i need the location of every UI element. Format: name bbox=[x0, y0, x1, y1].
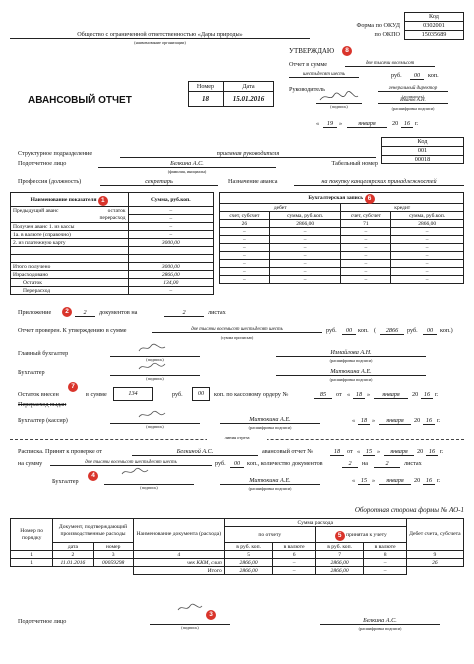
remainder-month: января bbox=[374, 391, 408, 399]
chief-sign-caption: (подпись) bbox=[146, 357, 164, 362]
receipt-rub: 00 bbox=[230, 460, 244, 468]
total-accepted-currency: – bbox=[364, 567, 406, 575]
col-header-indicator: Наименование показателя 1 bbox=[11, 193, 129, 207]
badge-8: 8 bbox=[342, 46, 352, 56]
table-row bbox=[11, 255, 214, 263]
col-header-report-rub: в руб. коп. bbox=[224, 543, 273, 551]
remainder-from-label: от bbox=[336, 391, 342, 398]
receipt-year: 16 bbox=[426, 448, 438, 456]
unit-value: приемная руководителя bbox=[120, 150, 376, 158]
table-row: – – – – bbox=[220, 260, 464, 268]
receipt-r-year-prefix: 20 bbox=[414, 477, 421, 484]
unit-label: Структурное подразделение bbox=[18, 150, 93, 157]
back-accountable-name: Белкина А.С. bbox=[320, 617, 440, 625]
remainder-order-label: коп. по кассовому ордеру № bbox=[214, 391, 289, 398]
approve-head-name: Иванов А.Н. bbox=[378, 98, 448, 104]
col-header-debit: Дебет счета, субсчета bbox=[406, 519, 463, 551]
name-caption: (расшифровка подписи) bbox=[391, 106, 435, 111]
receipt-sum-label: на сумму bbox=[18, 460, 43, 467]
col-header-document: Документ, подтверждающий производственные расходы bbox=[53, 519, 133, 543]
cut-line-label: линия отреза bbox=[207, 435, 267, 440]
receipt-ot: от bbox=[347, 448, 353, 455]
col-header-sum: Сумма, руб.коп. bbox=[128, 193, 213, 207]
receipt-month: января bbox=[384, 448, 414, 456]
receipt-r-year-suffix: г. bbox=[437, 477, 441, 484]
position-caption: (должность) bbox=[402, 94, 424, 99]
chief-label: Главный бухгалтер bbox=[18, 350, 69, 357]
debit-account-header: счет, субсчет bbox=[220, 212, 270, 220]
badge-5: 5 bbox=[335, 531, 345, 541]
receipt-day: 15 bbox=[363, 448, 375, 456]
remainder-order: 85 bbox=[314, 391, 332, 399]
receipt-sign-caption: (подпись) bbox=[140, 485, 158, 490]
col-header-accepted-rub: в руб. коп. bbox=[315, 543, 364, 551]
approve-month: января bbox=[347, 120, 387, 128]
receipt-year-prefix: 20 bbox=[417, 448, 424, 455]
receipt-pages: 2 bbox=[374, 460, 400, 468]
remainder-rub-label: руб. bbox=[172, 391, 183, 398]
verify-kop-label: коп. bbox=[358, 327, 369, 334]
okpo-label: по ОКПО bbox=[374, 31, 400, 38]
person-code-header: Код bbox=[417, 138, 428, 145]
table-row: 26 2866,00 71 2866,00 bbox=[220, 220, 464, 228]
table-row: – – – – bbox=[220, 268, 464, 276]
accounting-entry-header: Бухгалтерская запись 6 bbox=[220, 193, 464, 204]
table-row bbox=[11, 247, 214, 255]
table-row: Предыдущий аванс остаток – bbox=[11, 207, 214, 215]
back-signature bbox=[176, 602, 204, 614]
accounting-entry-table bbox=[219, 192, 464, 284]
approve-title: УТВЕРЖДАЮ bbox=[289, 47, 335, 55]
cashier-year-suffix: г. bbox=[437, 417, 441, 424]
table-row: 1а. в валюте (справочно) – bbox=[11, 231, 214, 239]
remainder-label: Остаток внесен bbox=[18, 391, 59, 398]
verify-number: 2866 bbox=[380, 327, 404, 335]
approve-head-position: генеральный директор bbox=[378, 86, 448, 92]
col-header-accepted: 5 принятая к учету bbox=[315, 527, 406, 543]
approve-sum-words-1: две тысячи восемьсот bbox=[345, 61, 435, 67]
col-header-expense-sum: Сумма расхода bbox=[224, 519, 406, 527]
remainder-year-suffix: г. bbox=[435, 391, 439, 398]
receipt-signature bbox=[120, 466, 150, 478]
approve-year-suffix: г. bbox=[415, 120, 419, 127]
back-name-caption: (расшифровка подписи) bbox=[358, 626, 402, 631]
approve-rub: 00 bbox=[410, 72, 424, 80]
col-header-expense-name: Наименование документа (расхода) bbox=[133, 519, 224, 551]
receipt-label: Расписка. Принят к проверке от bbox=[18, 448, 102, 455]
badge-3: 3 bbox=[206, 610, 216, 620]
badge-7: 7 bbox=[68, 382, 78, 392]
accountant-signature bbox=[137, 361, 167, 373]
receipt-r-day: 15 bbox=[358, 477, 370, 485]
debit-header: дебет bbox=[220, 204, 341, 212]
debit-sum-header: сумма, руб.коп. bbox=[269, 212, 341, 220]
col-header-doc-date: дата bbox=[53, 543, 93, 551]
receipt-r-month: января bbox=[379, 477, 411, 485]
credit-header: кредит bbox=[341, 204, 464, 212]
col-header-report-currency: в валюте bbox=[273, 543, 315, 551]
table-row: – – – – bbox=[220, 236, 464, 244]
total-label: Итого bbox=[133, 567, 224, 575]
cashier-year-prefix: 20 bbox=[414, 417, 421, 424]
chief-name-caption: (расшифровка подписи) bbox=[329, 358, 373, 363]
cashier-signature bbox=[137, 409, 167, 421]
approve-year: 16 bbox=[401, 120, 413, 128]
table-row: 2. из платежную карту 3000,00 bbox=[11, 239, 214, 247]
approve-day: 19 bbox=[323, 120, 337, 128]
receipt-from: Белкиной А.С. bbox=[132, 448, 258, 456]
receipt-rub-label: руб. bbox=[215, 460, 226, 467]
remainder-kop: 00 bbox=[192, 387, 210, 401]
verify-rub: 00 bbox=[342, 327, 356, 335]
fio-caption: (фамилия, инициалы) bbox=[167, 169, 207, 174]
report-date-header: Дата bbox=[242, 83, 255, 90]
approve-year-prefix: 20 bbox=[392, 120, 399, 127]
accountant-label: Бухгалтер bbox=[18, 369, 45, 376]
verify-num-rub: руб. bbox=[407, 327, 418, 334]
chief-name: Измайлова А.Н. bbox=[276, 349, 426, 357]
okud-code: 0302001 bbox=[423, 22, 445, 29]
table-row: Перерасход – bbox=[11, 287, 214, 295]
unit-code: 001 bbox=[417, 147, 428, 154]
badge-1: 1 bbox=[98, 196, 108, 206]
total-accepted: 2866,00 bbox=[315, 567, 364, 575]
attach-pages-label: листах bbox=[208, 309, 226, 316]
cashier-name: Митюкина А.Е. bbox=[220, 416, 320, 424]
verify-caption: (сумма прописью) bbox=[220, 335, 254, 340]
attach-count: 2 bbox=[75, 309, 95, 317]
accountant-name: Митюкина А.Е. bbox=[276, 368, 426, 376]
cashier-label: Бухгалтер (кассир) bbox=[18, 417, 68, 424]
approve-rub-label: руб. bbox=[391, 72, 402, 79]
col-header-accepted-currency: в валюте bbox=[364, 543, 406, 551]
tab-number: 00018 bbox=[414, 156, 431, 163]
receipt-name-caption: (расшифровка подписи) bbox=[248, 486, 292, 491]
tab-number-label: Табельный номер bbox=[331, 160, 378, 167]
remainder-year-prefix: 20 bbox=[412, 391, 419, 398]
accountable-label: Подотчетное лицо bbox=[18, 160, 67, 167]
verify-rub-label: руб. bbox=[326, 327, 337, 334]
back-accountable-label: Подотчетное лицо bbox=[18, 618, 67, 625]
report-date: 15.01.2016 bbox=[232, 95, 265, 103]
table-row: – – – – bbox=[220, 228, 464, 236]
receipt-report-label: авансовый отчет № bbox=[262, 448, 314, 455]
remainder-sum-label: в сумме bbox=[86, 391, 107, 398]
receipt-kop-label: коп., количество документов bbox=[247, 460, 323, 467]
receipt-sum-words: две тысячи восемьсот шестьдесят шесть bbox=[50, 460, 212, 466]
organization-name: Общество с ограниченной ответственностью «Дары природы» bbox=[10, 31, 310, 39]
attach-docs-label: документов на bbox=[99, 309, 138, 316]
verify-num-kop: 00 bbox=[423, 327, 437, 335]
badge-2: 2 bbox=[62, 307, 72, 317]
col-header-num: Номер по порядку bbox=[11, 519, 53, 551]
receipt-docs: 2 bbox=[342, 460, 358, 468]
signature-caption: (подпись) bbox=[330, 104, 348, 109]
expense-table bbox=[10, 518, 464, 575]
table-row: Итого получено 3000,00 bbox=[11, 263, 214, 271]
receipt-r-year: 16 bbox=[423, 477, 435, 485]
col-header-by-report: по отчету bbox=[224, 527, 315, 543]
remainder-sum: 134 bbox=[113, 387, 153, 401]
cashier-sign-caption: (подпись) bbox=[146, 424, 164, 429]
verify-label: Отчет проверен. К утверждению в сумме bbox=[18, 327, 127, 334]
purpose-value: на покупку канцелярских принадлежностей bbox=[294, 178, 464, 186]
table-row: Израсходовано 2866,00 bbox=[11, 271, 214, 279]
credit-sum-header: сумма, руб.коп. bbox=[391, 212, 464, 220]
back-sign-caption: (подпись) bbox=[181, 625, 199, 630]
attach-label: Приложение bbox=[18, 309, 52, 316]
profession-value: секретарь bbox=[100, 178, 218, 186]
purpose-label: Назначение аванса bbox=[228, 178, 278, 185]
chief-signature bbox=[137, 342, 167, 354]
table-row: – – – – bbox=[220, 276, 464, 284]
codes-header: Код bbox=[429, 13, 439, 20]
accountant-name-caption: (расшифровка подписи) bbox=[329, 377, 373, 382]
profession-label: Профессия (должность) bbox=[18, 178, 82, 185]
accountant-sign-caption: (подпись) bbox=[146, 376, 164, 381]
approve-kop-label: коп. bbox=[428, 72, 439, 79]
approve-sum-label: Отчет в сумме bbox=[289, 61, 328, 68]
report-number: 18 bbox=[202, 95, 209, 103]
total-report: 2866,00 bbox=[224, 567, 273, 575]
verify-num-kop-label: коп.) bbox=[440, 327, 453, 334]
table-row: Остаток 134,00 bbox=[11, 279, 214, 287]
credit-account-header: счет, субсчет bbox=[341, 212, 391, 220]
organization-caption: (наименование организации) bbox=[134, 40, 186, 45]
receipt-accountant-label: Бухгалтер bbox=[52, 478, 79, 485]
advance-summary-table bbox=[10, 192, 214, 295]
col-header-doc-num: номер bbox=[93, 543, 133, 551]
attach-pages: 2 bbox=[164, 309, 204, 317]
report-title: АВАНСОВЫЙ ОТЧЕТ bbox=[28, 95, 132, 106]
cashier-month: января bbox=[379, 417, 411, 425]
remainder-day: 18 bbox=[353, 391, 365, 399]
okpo-code: 15035689 bbox=[421, 31, 447, 38]
table-row: – – – – bbox=[220, 244, 464, 252]
okud-label: Форма по ОКУД bbox=[356, 22, 400, 29]
table-row: – – – – bbox=[220, 252, 464, 260]
table-row: Получен аванс 1. из кассы – bbox=[11, 223, 214, 231]
badge-4: 4 bbox=[88, 471, 98, 481]
receipt-report-num: 18 bbox=[330, 448, 344, 456]
table-row: 1 11.01.2016 00059298 чек ККМ, слип 2866,00 – 2866,00 – 26 bbox=[11, 559, 464, 567]
accountable-value: Белкина А.С. bbox=[98, 160, 276, 168]
cashier-name-caption: (расшифровка подписи) bbox=[248, 425, 292, 430]
receipt-pages-label: листах bbox=[404, 460, 422, 467]
total-report-currency: – bbox=[273, 567, 315, 575]
cashier-day: 18 bbox=[358, 417, 370, 425]
report-number-header: Номер bbox=[196, 83, 215, 90]
cashier-year: 16 bbox=[423, 417, 435, 425]
verify-words: две тысячи восемьсот шестьдесят шесть bbox=[152, 327, 322, 333]
approve-sum-words-2: шестьдесят шесть bbox=[289, 72, 359, 78]
back-title: Оборотная сторона формы № АО-1 bbox=[354, 506, 464, 514]
overspend-label: Перерасход выдан bbox=[18, 401, 67, 408]
table-row: перерасход – bbox=[11, 215, 214, 223]
badge-6: 6 bbox=[365, 194, 375, 204]
column-numbers-row: 1 2 3 4 5 6 7 8 9 bbox=[11, 551, 464, 559]
approve-head-label: Руководитель bbox=[289, 86, 325, 93]
director-signature bbox=[318, 90, 360, 104]
receipt-accountant-name: Митюкина А.Е. bbox=[220, 477, 320, 485]
receipt-year-suffix: г. bbox=[440, 448, 444, 455]
receipt-na: на bbox=[362, 460, 369, 467]
total-row bbox=[11, 567, 464, 575]
remainder-year: 16 bbox=[421, 391, 433, 399]
